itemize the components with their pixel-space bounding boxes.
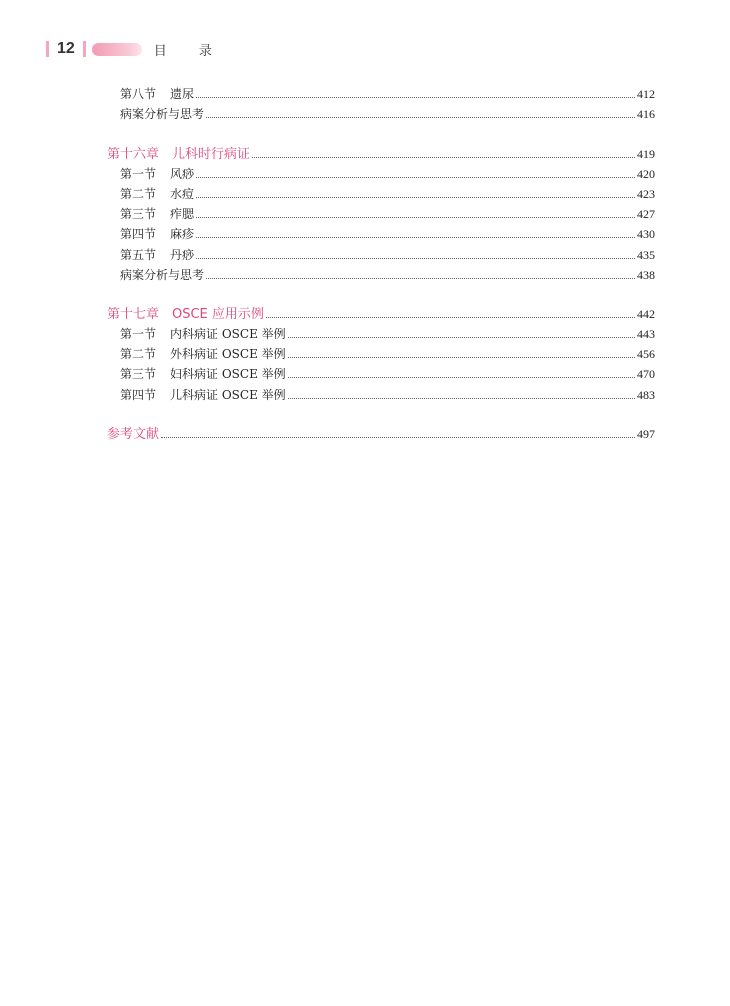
toc-entry-page: 483 [637,387,655,402]
dot-leader [252,157,635,158]
toc-chapter-page: 442 [637,306,655,321]
toc-entry-page: 470 [637,367,655,382]
header-accent-bar [83,41,86,57]
toc-entry-page: 456 [637,347,655,362]
dot-leader [266,317,635,318]
toc-entry-page: 423 [637,186,655,201]
toc-entry-label: 第一节 [120,327,157,342]
table-of-contents [107,82,655,442]
dot-leader [196,217,635,218]
toc-entry-title: 风痧 [170,166,195,181]
toc-entry-title: 外科病证 OSCE 举例 [170,347,286,362]
toc-entry-title: 妇科病证 OSCE 举例 [170,367,286,382]
toc-references-page: 497 [637,426,655,441]
toc-entry-label: 第三节 [120,367,157,382]
toc-entry-title: 痄腮 [170,207,195,222]
toc-entry[interactable] [107,222,655,242]
toc-entry[interactable] [107,102,655,122]
toc-entry-label: 病案分析与思考 [120,267,205,282]
toc-entry-label: 第五节 [120,247,157,262]
dot-leader [196,177,635,178]
toc-entry-label: 第八节 [120,87,157,102]
dot-leader [206,117,635,118]
toc-entry[interactable] [107,263,655,283]
toc-entry-page: 416 [637,107,655,122]
toc-entry-label: 第二节 [120,347,157,362]
toc-entry-title: 内科病证 OSCE 举例 [170,327,286,342]
toc-entry-title: 丹痧 [170,247,195,262]
header-pill-decoration [92,43,142,56]
toc-references[interactable] [107,422,655,442]
toc-entry-page: 427 [637,207,655,222]
toc-chapter[interactable] [107,141,655,161]
toc-entry[interactable] [107,182,655,202]
toc-chapter-title: 第十六章 儿科时行病证 [107,146,251,162]
toc-entry-label: 第二节 [120,186,157,201]
dot-leader [288,357,635,358]
header-title: 目 录 [153,43,226,59]
toc-entry-title: 儿科病证 OSCE 举例 [170,387,286,402]
dot-leader [206,278,635,279]
toc-entry-title: 遗尿 [170,87,195,102]
toc-entry-title: 麻疹 [170,227,195,242]
dot-leader [196,97,635,98]
toc-entry[interactable] [107,82,655,102]
dot-leader [161,437,635,438]
dot-leader [288,337,635,338]
toc-entry-label: 第三节 [120,207,157,222]
toc-references-title: 参考文献 [107,426,160,442]
toc-entry-page: 420 [637,166,655,181]
dot-leader [196,197,635,198]
toc-entry-label: 病案分析与思考 [120,107,205,122]
toc-entry-page: 435 [637,247,655,262]
page-number: 12 [57,40,75,57]
toc-chapter-title: 第十七章 OSCE 应用示例 [107,306,264,322]
toc-entry-label: 第一节 [120,166,157,181]
toc-entry-page: 412 [637,87,655,102]
toc-entry[interactable] [107,242,655,262]
toc-entry-page: 443 [637,327,655,342]
dot-leader [288,377,635,378]
toc-chapter-page: 419 [637,146,655,161]
toc-entry[interactable] [107,202,655,222]
toc-chapter[interactable] [107,302,655,322]
toc-entry-page: 438 [637,267,655,282]
toc-entry-title: 水痘 [170,186,195,201]
toc-entry[interactable] [107,322,655,342]
header-accent-bar [46,41,49,57]
dot-leader [288,398,635,399]
toc-entry[interactable] [107,382,655,402]
toc-entry-label: 第四节 [120,387,157,402]
dot-leader [196,237,635,238]
dot-leader [196,258,635,259]
toc-entry[interactable] [107,162,655,182]
page-header [46,40,226,58]
toc-entry[interactable] [107,342,655,362]
toc-entry[interactable] [107,362,655,382]
toc-entry-page: 430 [637,227,655,242]
toc-entry-label: 第四节 [120,227,157,242]
